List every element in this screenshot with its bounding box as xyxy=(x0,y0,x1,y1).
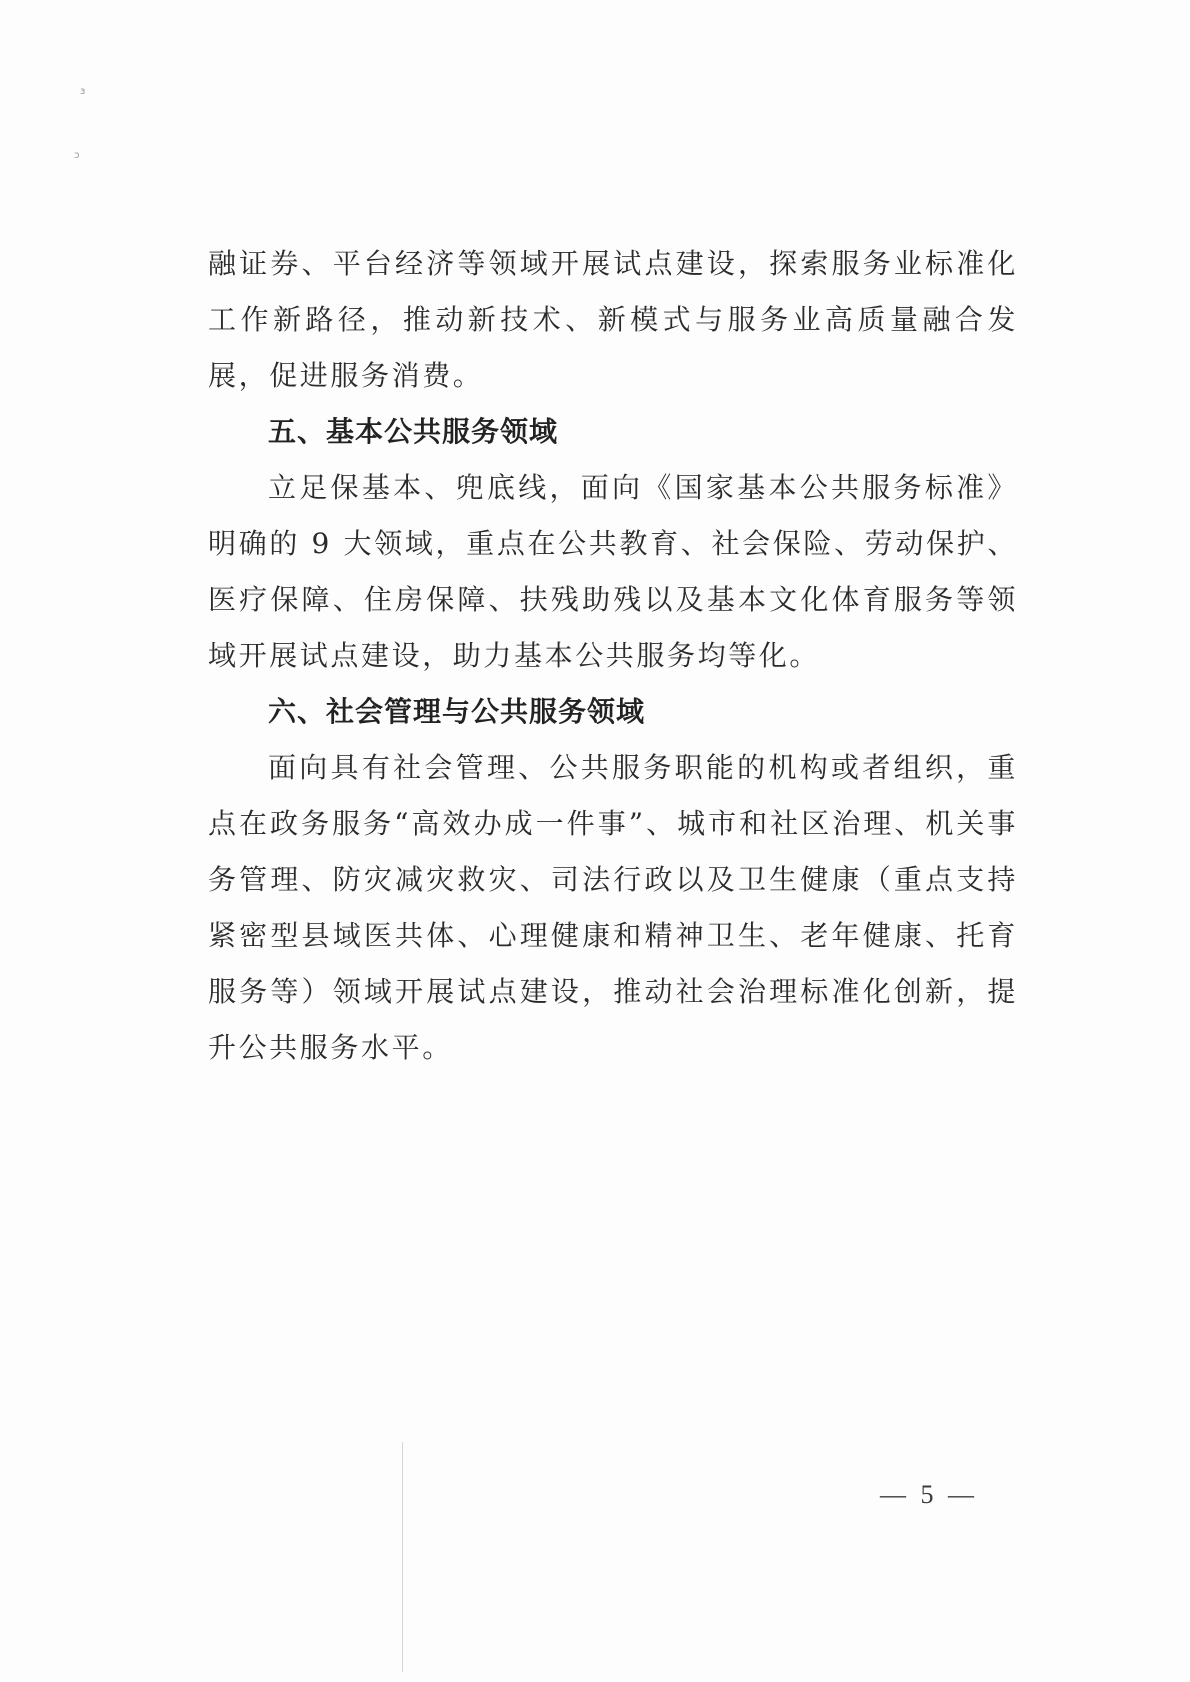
scan-fold-line xyxy=(402,1442,403,1672)
scan-artifact-mark: ɜ xyxy=(80,86,86,97)
scan-artifact-mark: ɔ xyxy=(74,150,80,161)
section-paragraph-5: 立足保基本、兜底线，面向《国家基本公共服务标准》明确的 9 大领域，重点在公共教育、社会保险、劳动保护、医疗保障、住房保障、扶残助残以及基本文化体育服务等领域开展试点建设，助力基本公共服务均等化。 xyxy=(208,471,1018,672)
section-heading-6: 六、社会管理与公共服务领域 xyxy=(268,695,646,728)
continued-paragraph: 融证券、平台经济等领域开展试点建设，探索服务业标准化工作新路径，推动新技术、新模式与服务业高质量融合发展，促进服务消费。 xyxy=(208,247,1018,392)
section-heading-5: 五、基本公共服务领域 xyxy=(268,415,559,448)
page-number: — 5 — xyxy=(880,1480,978,1509)
document-body xyxy=(208,236,1018,1076)
section-paragraph-6: 面向具有社会管理、公共服务职能的机构或者组织，重点在政务服务“高效办成一件事”、城市和社区治理、机关事务管理、防灾减灾救灾、司法行政以及卫生健康（重点支持紧密型县域医共体、心理健康和精神卫生、老年健康、托育服务等）领域开展试点建设，推动社会治理标准化创新，提升公共服务水平。 xyxy=(208,751,1018,1064)
